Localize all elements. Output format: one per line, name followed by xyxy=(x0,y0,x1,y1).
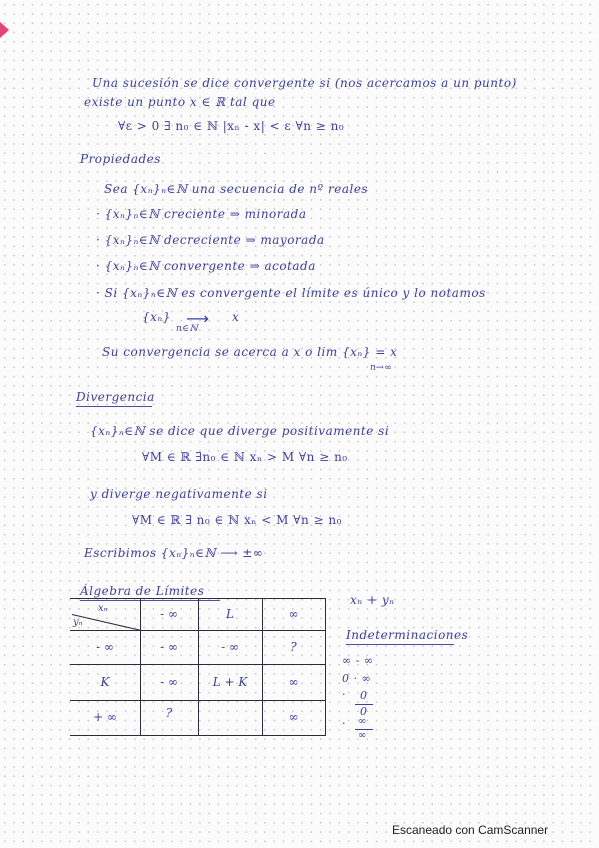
col-header: L xyxy=(226,607,234,621)
table-cell: L + K xyxy=(212,675,248,689)
limit-notation-sub: n∈ℕ xyxy=(176,324,199,334)
property-item: · {xₙ}ₙ∈ℕ convergente ⇒ acotada xyxy=(96,259,316,273)
table-cell: - ∞ xyxy=(221,640,239,654)
row-header: K xyxy=(100,675,110,689)
convergence-formula: ∀ε > 0 ∃ n₀ ∈ ℕ |xₙ - x| < ε ∀n ≥ n₀ xyxy=(118,119,345,133)
divergence-positive: {xₙ}ₙ∈ℕ se dice que diverge positivamente si xyxy=(90,424,390,438)
bullet-dot: · xyxy=(342,688,346,701)
row-header: - ∞ xyxy=(96,640,114,654)
limit-notation-x: x xyxy=(232,310,240,324)
section-title-algebra: Álgebra de Límites xyxy=(80,584,205,598)
limit-arrow: ⟶ xyxy=(186,309,209,328)
col-header: ∞ xyxy=(288,607,299,621)
table-cell: - ∞ xyxy=(160,640,178,654)
propiedades-intro: Sea {xₙ}ₙ∈ℕ una secuencia de nº reales xyxy=(104,182,369,196)
divergence-notation: Escribimos {xₙ}ₙ∈ℕ ⟶ ±∞ xyxy=(84,546,264,560)
pink-corner-mark xyxy=(0,22,9,38)
bullet-dot: · xyxy=(342,717,346,730)
lim-subscript: n→∞ xyxy=(370,363,393,373)
indet-item: 0 · ∞ xyxy=(342,672,372,685)
corner-x-label: xₙ xyxy=(98,603,108,614)
corner-y-label: yₙ xyxy=(73,617,83,628)
table-cell: ? xyxy=(165,706,173,720)
sum-label: xₙ + yₙ xyxy=(350,593,395,607)
table-cell: ? xyxy=(290,640,297,654)
property-item: · {xₙ}ₙ∈ℕ creciente ⇒ minorada xyxy=(96,207,307,221)
camscanner-footer: Escaneado con CamScanner xyxy=(392,823,549,837)
divergence-negative: y diverge negativamente si xyxy=(90,487,268,501)
fraction-numerator: 0 xyxy=(360,689,368,702)
fraction-denominator: 0 xyxy=(360,705,368,718)
divergence-positive-formula: ∀M ∈ ℝ ∃n₀ ∈ ℕ xₙ > M ∀n ≥ n₀ xyxy=(142,450,348,464)
definition-line-2: existe un punto x ∈ ℝ tal que xyxy=(84,95,276,109)
definition-line-1: Una sucesión se dice convergente si (nos acercamos a un punto) xyxy=(92,76,517,90)
table-cell: ∞ xyxy=(288,710,299,724)
section-title-propiedades: Propiedades xyxy=(80,152,161,166)
section-title-divergencia: Divergencia xyxy=(76,390,155,404)
table-cell: - ∞ xyxy=(160,675,178,689)
property-item: · Si {xₙ}ₙ∈ℕ es convergente el límite es único y lo notamos xyxy=(96,286,486,300)
fraction-denominator: ∞ xyxy=(358,730,367,741)
table-cell: ∞ xyxy=(288,675,299,689)
title-underline xyxy=(76,406,152,407)
title-underline xyxy=(346,644,454,645)
fraction-numerator: ∞ xyxy=(358,716,367,727)
indet-item: ∞ - ∞ xyxy=(342,654,374,667)
indeterminaciones-title: Indeterminaciones xyxy=(346,628,469,642)
row-header: + ∞ xyxy=(93,710,117,724)
col-header: - ∞ xyxy=(160,607,178,621)
convergence-line: Su convergencia se acerca a x o lim {xₙ} = x xyxy=(102,345,398,359)
divergence-negative-formula: ∀M ∈ ℝ ∃ n₀ ∈ ℕ xₙ < M ∀n ≥ n₀ xyxy=(132,513,342,527)
property-item: · {xₙ}ₙ∈ℕ decreciente ⇒ mayorada xyxy=(96,233,325,247)
limit-notation-seq: {xₙ} xyxy=(142,310,171,324)
